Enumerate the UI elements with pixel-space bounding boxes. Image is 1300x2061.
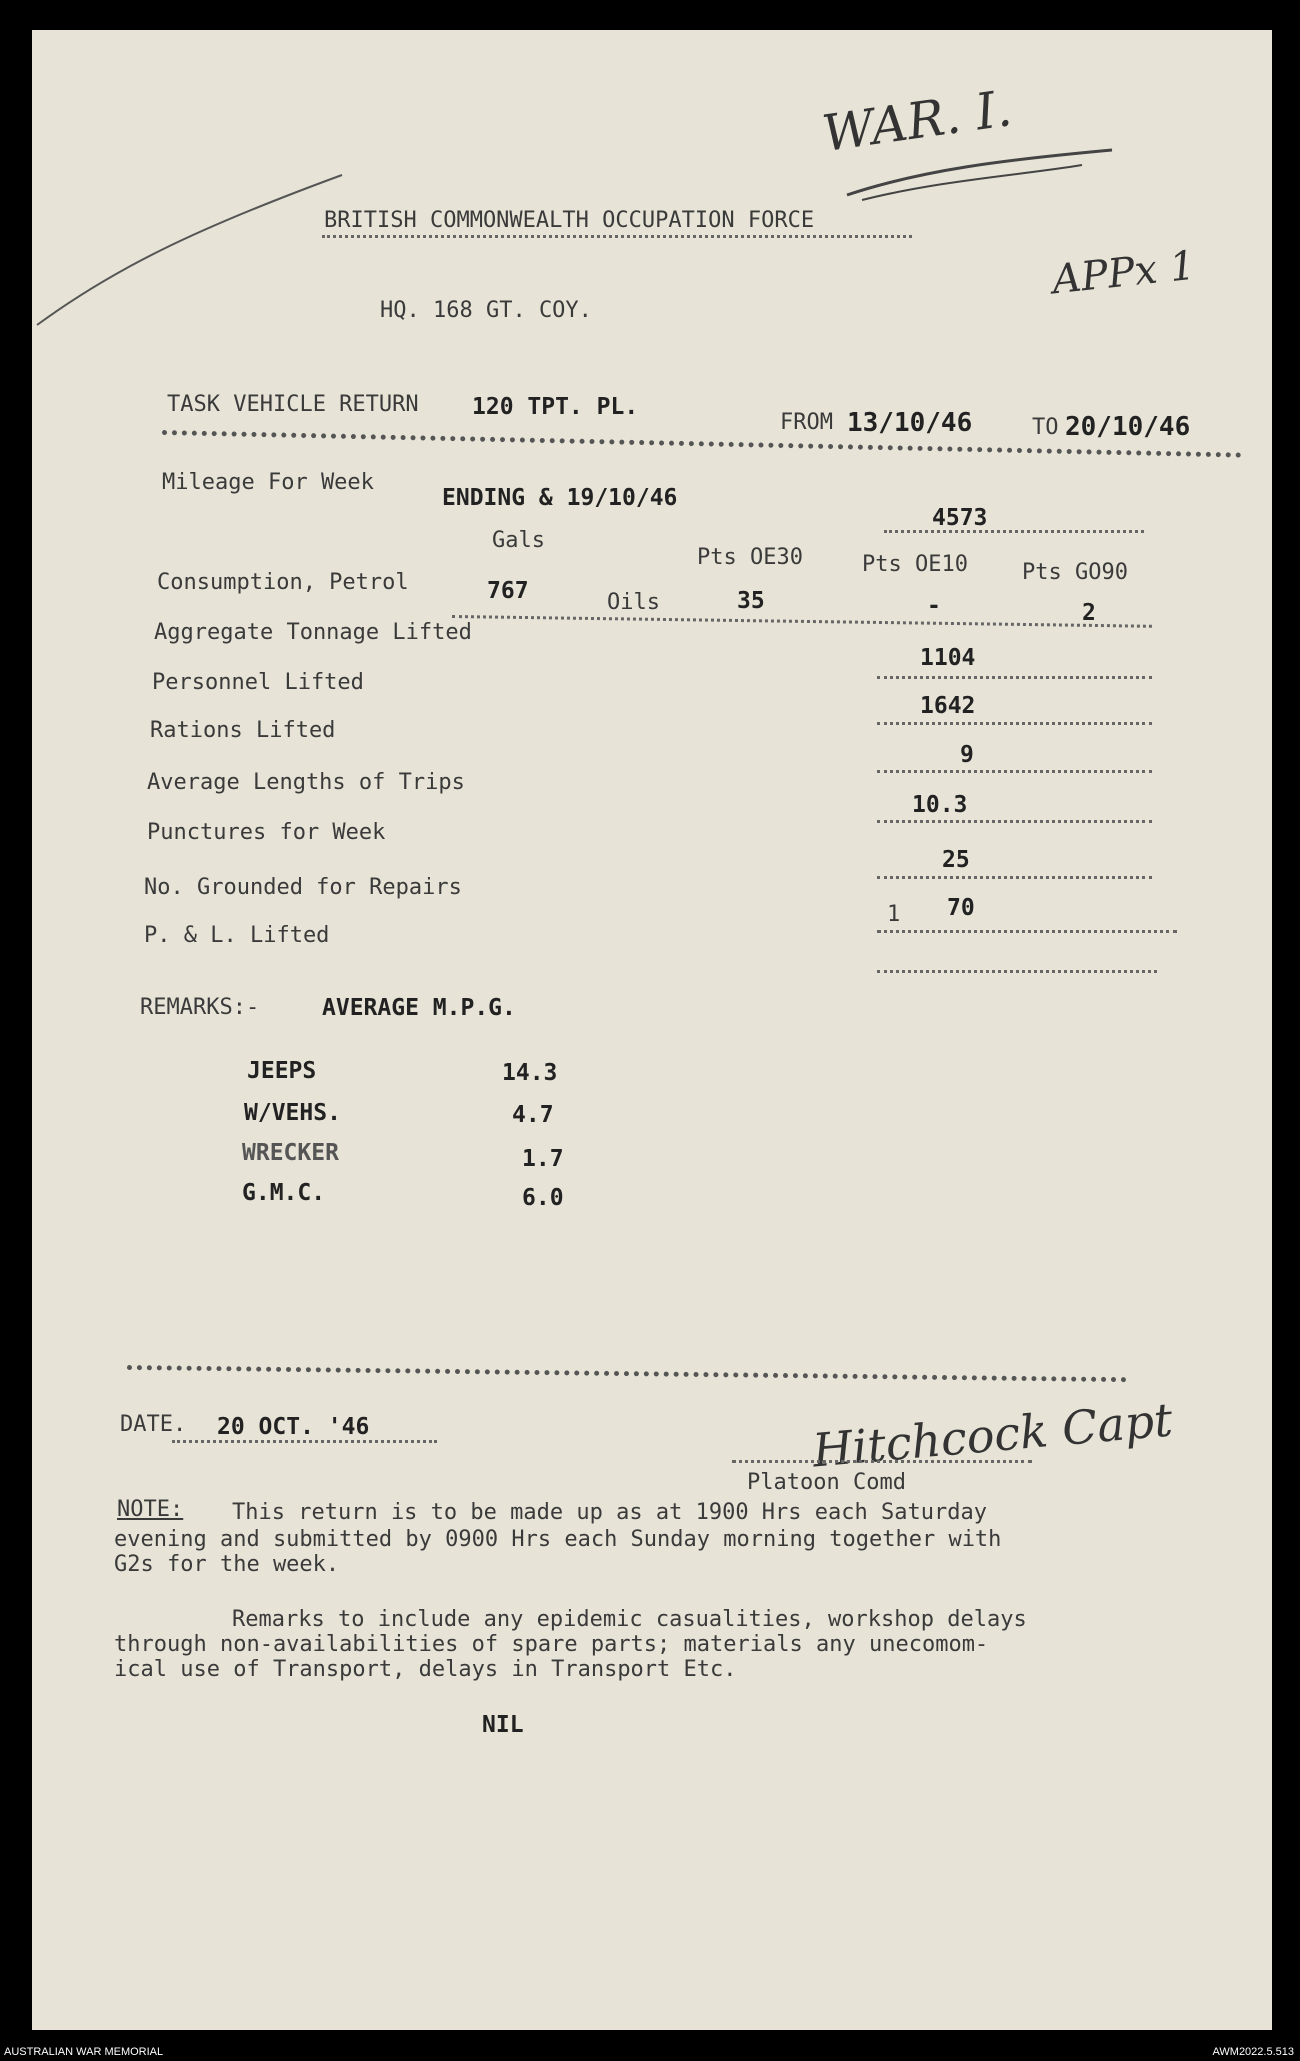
note-label: NOTE: xyxy=(117,1497,184,1522)
to-label: TO xyxy=(1032,415,1059,440)
remarks-mpg-wrecker: 1.7 xyxy=(522,1146,564,1172)
note-line-6: ical use of Transport, delays in Transport Etc. xyxy=(114,1657,737,1682)
row-punctures-dots xyxy=(877,876,1152,879)
consumption-label: Consumption, Petrol xyxy=(157,570,409,595)
unit-heading: HQ. 168 GT. COY. xyxy=(380,298,592,323)
row-tonnage-dots xyxy=(877,676,1152,679)
row-trip-length-label: Average Lengths of Trips xyxy=(147,770,465,795)
platoon-number: 120 TPT. PL. xyxy=(472,394,639,420)
signature-divider-dots xyxy=(127,1365,1127,1382)
note-line-1: This return is to be made up as at 1900 Hrs each Saturday xyxy=(232,1500,987,1525)
return-title: TASK VEHICLE RETURN xyxy=(167,392,419,417)
from-date: 13/10/46 xyxy=(847,408,973,438)
row-tonnage-label: Aggregate Tonnage Lifted xyxy=(154,620,472,645)
row-rations-dots xyxy=(877,770,1152,773)
oe10-column-header: Pts OE10 xyxy=(862,552,968,577)
note-line-2: evening and submitted by 0900 Hrs each Sunday morning together with xyxy=(114,1527,1002,1552)
handwritten-war-annotation: WAR. I. xyxy=(818,79,1016,163)
footer-left: AUSTRALIAN WAR MEMORIAL xyxy=(4,2046,164,2058)
note-line-4: Remarks to include any epidemic casualities, workshop delays xyxy=(232,1607,1027,1632)
row-pl-label: P. & L. Lifted xyxy=(144,923,330,948)
row-rations-value: 9 xyxy=(960,742,974,768)
handwritten-appx-annotation: APPx 1 xyxy=(1049,242,1198,304)
oe10-value: - xyxy=(927,593,941,619)
row-grounded-dots xyxy=(877,930,1177,933)
document-page xyxy=(32,30,1272,2030)
petrol-value: 767 xyxy=(487,578,529,604)
go90-column-header: Pts GO90 xyxy=(1022,560,1128,585)
remarks-vehicle-wvehs: W/VEHS. xyxy=(244,1100,341,1126)
oils-value: 35 xyxy=(737,588,765,614)
row-rations-label: Rations Lifted xyxy=(150,718,336,743)
row-grounded-label: No. Grounded for Repairs xyxy=(144,875,462,900)
row-grounded-prefix: 1 xyxy=(887,902,901,927)
note-nil: NIL xyxy=(482,1712,524,1738)
mileage-label: Mileage For Week xyxy=(162,470,374,495)
date-dots xyxy=(172,1440,437,1443)
from-label: FROM xyxy=(780,410,833,435)
remarks-vehicle-gmc: G.M.C. xyxy=(242,1180,326,1206)
gals-column-header: Gals xyxy=(492,528,545,553)
row-personnel-value: 1642 xyxy=(920,693,976,719)
oe30-column-header: Pts OE30 xyxy=(697,545,803,570)
organisation-heading: BRITISH COMMONWEALTH OCCUPATION FORCE xyxy=(324,208,815,233)
note-line-5: through non-availabilities of spare parts; materials any unecomom- xyxy=(114,1632,989,1657)
remarks-mpg-jeeps: 14.3 xyxy=(502,1060,558,1086)
row-tonnage-value: 1104 xyxy=(920,645,976,671)
row-personnel-label: Personnel Lifted xyxy=(152,670,364,695)
remarks-heading: AVERAGE M.P.G. xyxy=(322,995,516,1021)
remarks-vehicle-jeeps: JEEPS xyxy=(247,1058,317,1084)
signature-dots xyxy=(732,1460,1032,1463)
row-trip-length-value: 10.3 xyxy=(912,792,968,818)
remarks-mpg-gmc: 6.0 xyxy=(522,1185,564,1211)
row-punctures-value: 25 xyxy=(942,847,970,873)
mileage-dots xyxy=(884,530,1144,533)
note-line-3: G2s for the week. xyxy=(114,1552,340,1577)
mileage-ending: ENDING & 19/10/46 xyxy=(442,485,678,511)
row-pl-dots xyxy=(877,970,1157,973)
mileage-value: 4573 xyxy=(932,505,988,531)
footer-right: AWM2022.5.513 xyxy=(1212,2046,1294,2058)
signature-title: Platoon Comd xyxy=(747,1470,906,1495)
oils-label: Oils xyxy=(607,590,660,615)
row-personnel-dots xyxy=(877,722,1152,725)
row-grounded-value: 70 xyxy=(947,895,975,921)
remarks-vehicle-wrecker: WRECKER xyxy=(242,1140,339,1166)
row-trip-length-dots xyxy=(877,820,1152,823)
date-label: DATE. xyxy=(120,1412,187,1437)
go90-value: 2 xyxy=(1082,600,1096,626)
pen-stroke-mark xyxy=(842,140,1122,210)
remarks-label: REMARKS:- xyxy=(140,995,260,1020)
row-punctures-label: Punctures for Week xyxy=(147,820,386,845)
consumption-dots xyxy=(452,615,1152,628)
signature: Hitchcock Capt xyxy=(810,1392,1175,1478)
remarks-mpg-wvehs: 4.7 xyxy=(512,1102,554,1128)
to-date: 20/10/46 xyxy=(1065,412,1191,442)
date-value: 20 OCT. '46 xyxy=(217,1414,370,1440)
pen-diagonal-line xyxy=(32,160,352,330)
heading-dots xyxy=(322,235,912,238)
